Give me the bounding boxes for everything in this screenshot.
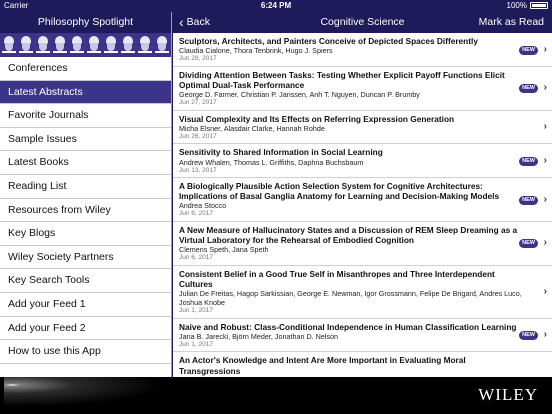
article-title: Sculptors, Architects, and Painters Conceive of Depicted Spaces Differently xyxy=(179,36,478,46)
carrier-label: Carrier xyxy=(4,1,29,10)
sidebar-item[interactable]: Resources from Wiley xyxy=(0,199,171,223)
status-right xyxy=(507,1,548,10)
chevron-right-icon: › xyxy=(543,237,547,249)
owl-icon xyxy=(36,36,50,54)
battery-percent: 100% xyxy=(506,1,527,10)
owl-banner xyxy=(0,33,171,57)
owl-icon xyxy=(155,36,169,54)
owl-icon xyxy=(121,36,135,54)
chevron-left-icon: ‹ xyxy=(179,14,184,30)
new-badge: NEW xyxy=(519,46,538,55)
wiley-logo: WILEY xyxy=(478,385,538,404)
article-title: Visual Complexity and Its Effects on Referring Expression Generation xyxy=(179,113,455,124)
article-title: Naive and Robust: Class-Conditional Independence in Human Classification Learning xyxy=(179,321,517,332)
article-row[interactable] xyxy=(173,266,552,319)
article-date: Jun 27, 2017 xyxy=(179,99,217,107)
owl-icon xyxy=(19,36,33,54)
article-title: A Biologically Plausible Action Selection System for Cognitive Architectures: Implications of Basal Ganglia Anatomy for Learning and Decision-Making Models xyxy=(179,181,500,202)
article-date: Jun 28, 2017 xyxy=(179,55,217,63)
nav-bar xyxy=(173,12,552,33)
new-badge: NEW xyxy=(519,331,538,340)
sidebar-item[interactable]: Latest Books xyxy=(0,151,171,175)
article-title: Sensitivity to Shared Information in Social Learning xyxy=(179,147,383,158)
sidebar-item[interactable]: Latest Abstracts xyxy=(0,81,171,105)
sidebar-item[interactable]: Reading List xyxy=(0,175,171,199)
article-row[interactable] xyxy=(173,33,552,67)
chevron-right-icon: › xyxy=(543,82,547,94)
sidebar-title: Philosophy Spotlight xyxy=(0,12,171,33)
new-badge: NEW xyxy=(519,157,538,166)
article-date: Jun 6, 2017 xyxy=(179,254,213,262)
sidebar xyxy=(0,12,172,377)
chevron-right-icon: › xyxy=(543,193,547,205)
article-row[interactable] xyxy=(173,178,552,222)
article-title: An Actor's Knowledge and Intent Are More Important in Evaluating Moral Transgressions xyxy=(179,355,466,376)
back-label: Back xyxy=(186,16,211,28)
article-row[interactable] xyxy=(173,144,552,178)
owl-icon xyxy=(138,36,152,54)
article-row[interactable] xyxy=(173,111,552,145)
sidebar-item[interactable]: Conferences xyxy=(0,57,171,81)
article-title: A New Measure of Hallucinatory States and a Discussion of REM Sleep Dreaming as a Virtual Laboratory for the Rehearsal of Embodied Cognition xyxy=(179,224,518,246)
main-panel xyxy=(173,12,552,377)
chevron-right-icon: › xyxy=(543,329,547,341)
owl-icon xyxy=(104,36,118,54)
light-glow xyxy=(4,377,214,414)
article-authors: Micha Elsner, Alasdair Clarke, Hannah Rohde xyxy=(179,123,325,133)
status-bar xyxy=(0,0,552,12)
article-title: Consistent Belief in a Good True Self in Misanthropes and Three Interdependent Cultures xyxy=(179,268,495,290)
mark-as-read-button[interactable]: Mark as Read xyxy=(478,16,544,28)
owl-icon xyxy=(53,36,67,54)
owl-icon xyxy=(70,36,84,54)
article-row[interactable] xyxy=(173,319,552,353)
battery-icon xyxy=(530,2,548,9)
article-authors: Julian De Freitas, Hagop Sarkissian, George E. Newman, Igor Grossmann, Felipe De Brigard, Andres Luco, Joshua Knobe xyxy=(179,289,522,308)
chevron-right-icon: › xyxy=(543,285,547,297)
article-date: Jun 1, 2017 xyxy=(179,307,213,315)
article-authors: Jana B. Jarecki, Björn Meder, Jonathan D. Nelson xyxy=(179,331,339,341)
article-title: Dividing Attention Between Tasks: Testing Whether Explicit Payoff Functions Elicit Optimal Dual-Task Performance xyxy=(179,69,505,90)
chevron-right-icon: › xyxy=(543,121,547,133)
article-date: Jun 26, 2017 xyxy=(179,132,217,140)
article-authors: Andrew Whalen, Thomas L. Griffiths, Daphna Buchsbaum xyxy=(179,157,364,167)
article-date: Jun 1, 2017 xyxy=(179,340,213,348)
new-badge: NEW xyxy=(519,239,538,248)
new-badge: NEW xyxy=(519,84,538,93)
article-date: Jun 13, 2017 xyxy=(179,166,217,174)
nav-title: Cognitive Science xyxy=(320,16,405,28)
article-row[interactable] xyxy=(173,352,552,378)
article-list xyxy=(173,33,552,379)
new-badge: NEW xyxy=(519,196,538,205)
sidebar-item[interactable]: Wiley Society Partners xyxy=(0,246,171,270)
article-authors: Claudia Cialone, Thora Tenbrink, Hugo J. Spiers xyxy=(179,46,333,56)
sidebar-item[interactable]: How to use this App xyxy=(0,340,171,364)
article-authors: Andrea Stocco xyxy=(179,201,227,211)
article-date: Jun 6, 2017 xyxy=(179,210,213,218)
sidebar-item[interactable]: Key Blogs xyxy=(0,222,171,246)
sidebar-item[interactable]: Sample Issues xyxy=(0,128,171,152)
article-authors: Clemens Speth, Jana Speth xyxy=(179,245,269,255)
sidebar-menu xyxy=(0,57,171,364)
article-row[interactable] xyxy=(173,67,552,111)
owl-icon xyxy=(87,36,101,54)
article-authors: George D. Farmer, Christian P. Janssen, Anh T. Nguyen, Duncan P. Brumby xyxy=(179,90,420,100)
sidebar-item[interactable]: Add your Feed 2 xyxy=(0,317,171,341)
footer-bar xyxy=(0,377,552,414)
owl-icon xyxy=(2,36,16,54)
clock: 6:24 PM xyxy=(260,1,292,10)
sidebar-item[interactable]: Add your Feed 1 xyxy=(0,293,171,317)
chevron-right-icon: › xyxy=(543,43,547,55)
sidebar-item[interactable]: Favorite Journals xyxy=(0,104,171,128)
article-row[interactable] xyxy=(173,222,552,266)
sidebar-item[interactable]: Key Search Tools xyxy=(0,269,171,293)
chevron-right-icon: › xyxy=(543,154,547,166)
